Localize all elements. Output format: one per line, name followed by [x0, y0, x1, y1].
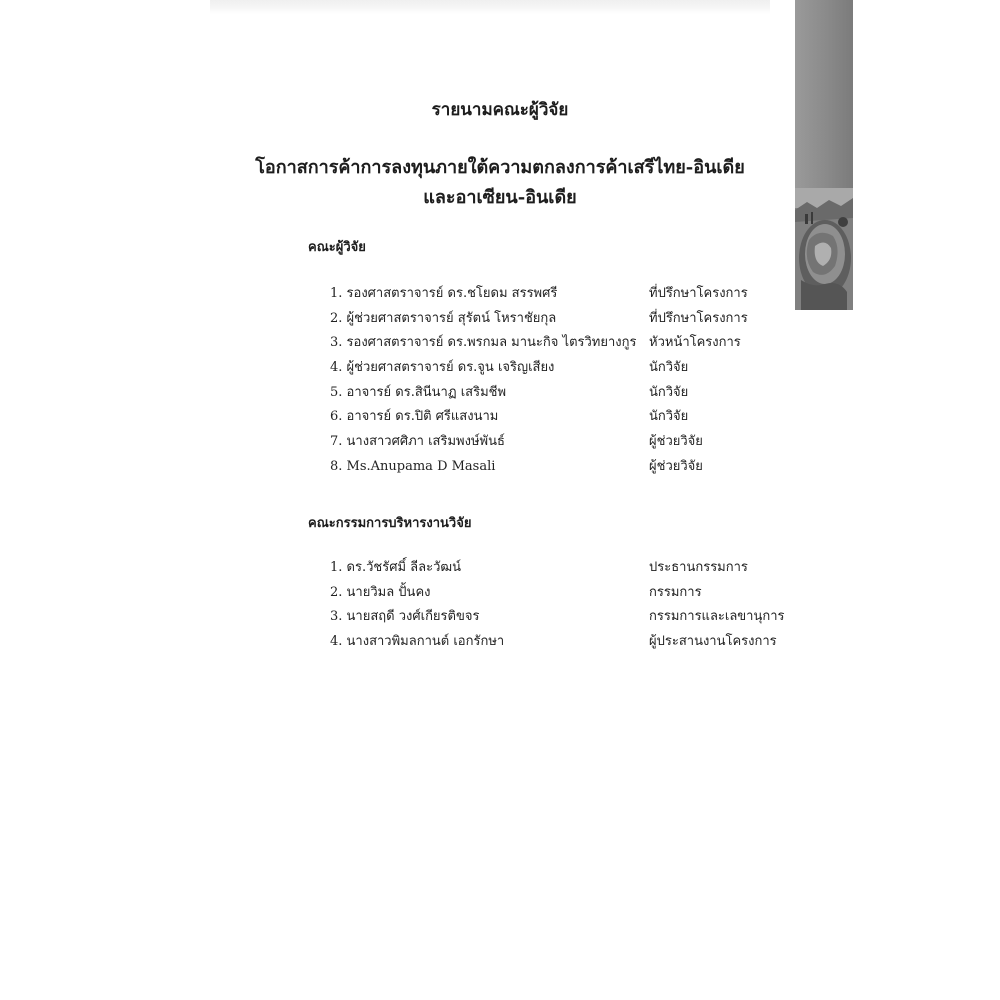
researcher-row: [330, 334, 790, 359]
committee-member-role: ผู้ประสานงานโครงการ: [649, 634, 777, 650]
researcher-name: 4. ผู้ช่วยศาสตราจารย์ ดร.จูน เจริญเสียง: [330, 360, 555, 376]
researcher-role: หัวหน้าโครงการ: [649, 335, 741, 351]
researcher-name: 2. ผู้ช่วยศาสตราจารย์ สุรัตน์ โหราชัยกุล: [330, 310, 557, 326]
committee-member-name: 2. นายวิมล ปั้นคง: [330, 584, 431, 600]
researcher-role: ผู้ช่วยวิจัย: [649, 458, 703, 474]
committee-member-name: 4. นางสาวพิมลกานต์ เอกรักษา: [330, 634, 505, 650]
top-faint-bleed: [210, 0, 770, 14]
researcher-role: นักวิจัย: [649, 384, 689, 400]
researcher-role: ที่ปรึกษาโครงการ: [649, 286, 748, 301]
researcher-row: [330, 285, 790, 310]
committee-member-name: 3. นายสฤดี วงศ์เกียรติขจร: [330, 609, 480, 625]
researcher-row: [330, 310, 790, 335]
researcher-name: 5. อาจารย์ ดร.สินีนาฏ เสริมชีพ: [330, 384, 507, 400]
researcher-name: 7. นางสาวศศิภา เสริมพงษ์พันธ์: [330, 434, 505, 450]
committee-row: [330, 608, 790, 633]
committee-section-title: คณะกรรมการบริหารงานวิจัย: [308, 516, 472, 531]
researcher-row: [330, 384, 790, 409]
researchers-list: [330, 285, 790, 483]
researcher-row: [330, 359, 790, 384]
researcher-role: นักวิจัย: [649, 409, 689, 425]
committee-member-role: ประธานกรรมการ: [649, 560, 748, 575]
committee-list: [330, 559, 790, 658]
researcher-row: [330, 433, 790, 458]
researcher-name: 1. รองศาสตราจารย์ ดร.ชโยดม สรรพศรี: [330, 286, 558, 301]
researcher-row: [330, 408, 790, 433]
committee-member-name: 1. ดร.วัชรัศมิ์ ลีละวัฒน์: [330, 560, 461, 575]
committee-member-role: กรรมการ: [649, 584, 702, 600]
researchers-section-title: คณะผู้วิจัย: [308, 240, 366, 255]
researcher-row: [330, 458, 790, 483]
researcher-role: นักวิจัย: [649, 360, 689, 376]
researcher-role: ที่ปรึกษาโครงการ: [649, 310, 748, 326]
project-title-line-2: และอาเซียน-อินเดีย: [423, 187, 577, 208]
committee-row: [330, 584, 790, 609]
page-title: รายนามคณะผู้วิจัย: [431, 100, 569, 120]
committee-row: [330, 559, 790, 584]
committee-row: [330, 633, 790, 658]
researcher-name: 8. Ms.Anupama D Masali: [330, 458, 496, 474]
researcher-name: 6. อาจารย์ ดร.ปิติ ศรีแสงนาม: [330, 409, 499, 425]
researcher-role: ผู้ช่วยวิจัย: [649, 434, 703, 450]
project-title-line-1: โอกาสการค้าการลงทุนภายใต้ความตกลงการค้าเสรีไทย-อินเดีย: [255, 157, 745, 178]
researcher-name: 3. รองศาสตราจารย์ ดร.พรกมล มานะกิจ ไตรวิทยางกูร: [330, 335, 637, 351]
committee-member-role: กรรมการและเลขานุการ: [649, 609, 785, 625]
